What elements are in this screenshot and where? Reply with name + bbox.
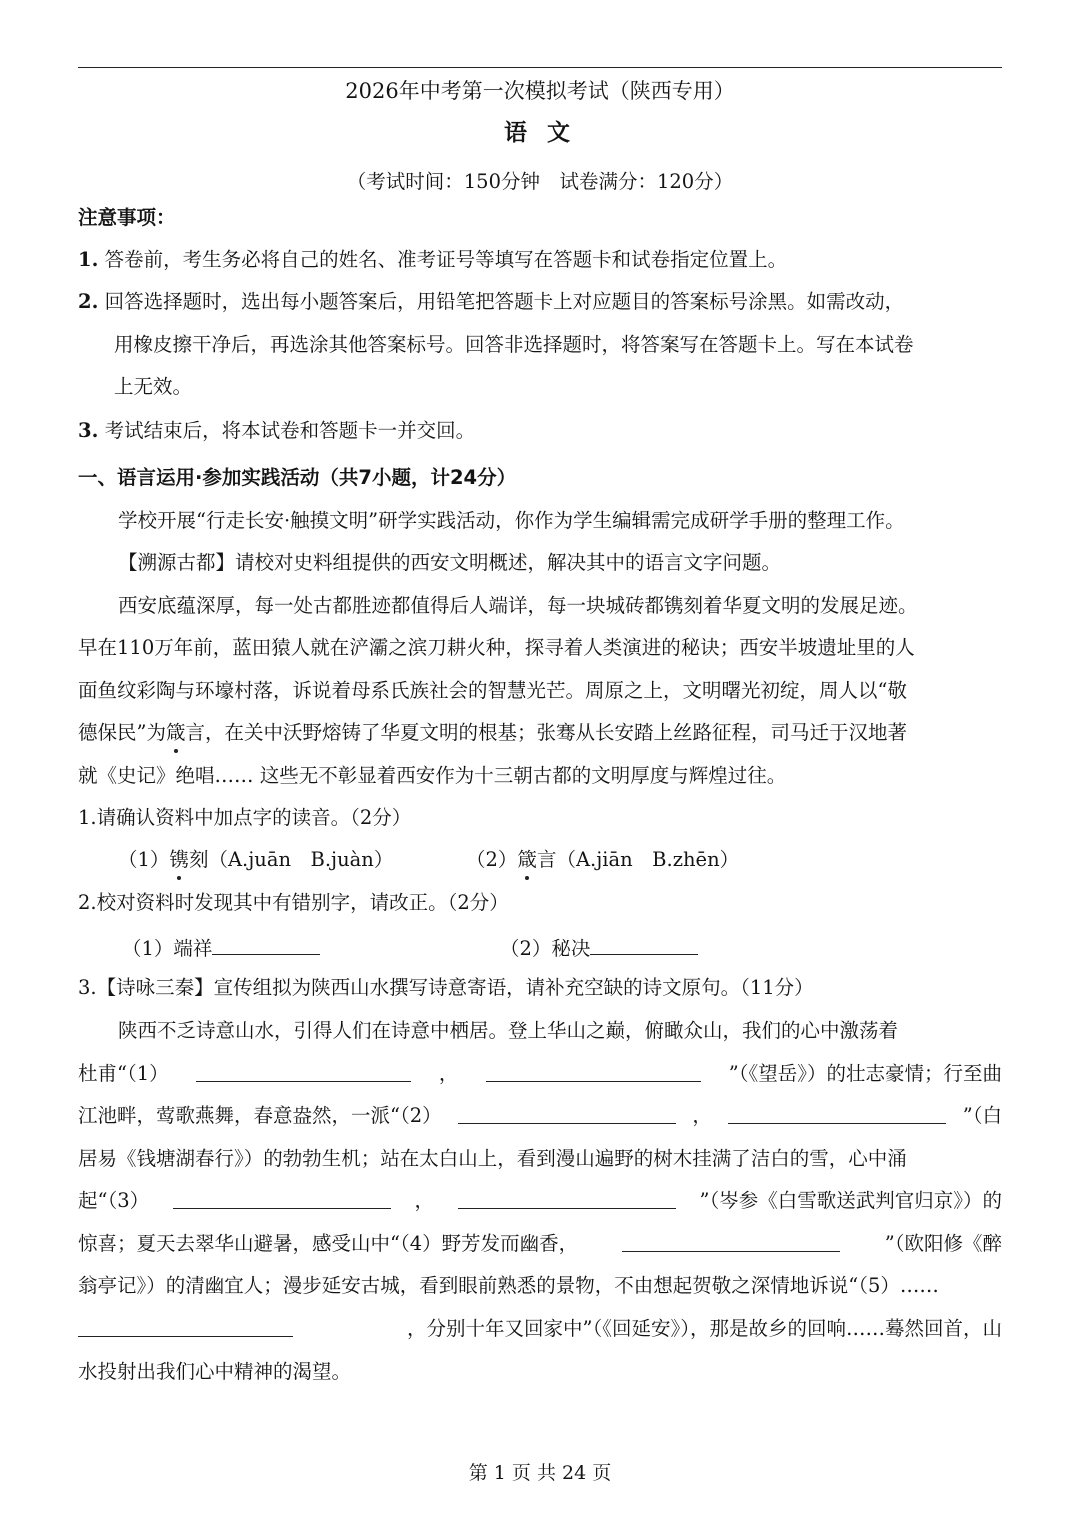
note-2-line2: 用橡皮擦干净后，再选涂其他答案标号。回答非选择题时，将答案写在答题卡上。写在本试卷	[114, 333, 914, 356]
note-number: 2.	[78, 290, 99, 313]
q3-line-5	[78, 1186, 1002, 1216]
q3-line-9: 水投射出我们心中精神的渴望。	[78, 1360, 352, 1383]
note-text: 考试结束后，将本试卷和答题卡一并交回。	[104, 419, 476, 442]
passage-line-3: 面鱼纹彩陶与环壕村落，诉说着母系氏族社会的智慧光芒。周原之上，文明曙光初绽，周人以“敬	[78, 679, 907, 702]
q3-text: ”（白	[962, 1104, 1002, 1127]
q2-item-1	[122, 932, 320, 964]
q3-text: ，	[692, 1104, 712, 1127]
section1-task: 【溯源古都】请校对史料组提供的西安文明概述，解决其中的语言文字问题。	[118, 551, 782, 574]
answer-blank[interactable]	[173, 1186, 391, 1209]
section1-heading: 一、语言运用·参加实践活动（共7小题，计24分）	[78, 466, 517, 489]
note-3	[78, 416, 475, 446]
option-choices: （A.juān B.juàn）	[208, 848, 394, 871]
q3-text: ”（岑参《白雪歌送武判官归京》）的	[699, 1189, 1002, 1212]
exam-info: （考试时间：150分钟 试卷满分：120分）	[346, 170, 734, 193]
answer-blank[interactable]	[458, 1186, 676, 1209]
q3-text: 江池畔，莺歌燕舞，春意盎然，一派“（2）	[78, 1104, 442, 1127]
q3-line-2	[78, 1059, 1002, 1089]
q3-text: ”（《望岳》）的壮志豪情；行至曲	[728, 1062, 1002, 1085]
option-label: （1）	[118, 848, 170, 871]
q3-line-8	[78, 1314, 1002, 1344]
q3-text: ，	[438, 1062, 459, 1085]
note-number: 1.	[78, 248, 99, 271]
option-text: 刻	[188, 848, 209, 871]
answer-blank[interactable]	[486, 1059, 701, 1082]
dotted-char: 箴	[517, 845, 537, 875]
answer-blank[interactable]	[78, 1314, 293, 1337]
q1-option-1	[118, 845, 393, 875]
q3-line-3	[78, 1101, 1002, 1131]
note-text: 回答选择题时，选出每小题答案后，用铅笔把答题卡上对应题目的答案标号涂黑。如需改动，	[104, 290, 905, 313]
note-2-line1	[78, 287, 904, 317]
dotted-char: 镌	[169, 845, 189, 875]
q1-option-2	[466, 845, 739, 875]
page-number: 第 1 页 共 24 页	[468, 1462, 612, 1484]
dotted-char: 箴	[166, 718, 186, 748]
q2-stem: 2.校对资料时发现其中有错别字，请改正。（2分）	[78, 891, 509, 914]
passage-line-1: 西安底蕴深厚，每一处古都胜迹都值得后人端详，每一块城砖都镌刻着华夏文明的发展足迹。	[118, 594, 918, 617]
q3-line-4: 居易《钱塘湖春行》）的勃勃生机；站在太白山上，看到漫山遍野的树木挂满了洁白的雪，心中涌	[78, 1147, 907, 1170]
q3-text: 杜甫“（1）	[78, 1062, 169, 1085]
passage-line-2: 早在110万年前，蓝田猿人就在浐灞之滨刀耕火种，探寻着人类演进的秘诀；西安半坡遗址里的人	[78, 636, 915, 659]
top-rule	[78, 67, 1002, 68]
item-text: （1）端祥	[122, 937, 213, 960]
q3-text: 起“（3）	[78, 1189, 150, 1212]
q3-text: ”（欧阳修《醉	[884, 1232, 1002, 1255]
q3-text: ，	[414, 1189, 435, 1212]
passage-line-5: 就《史记》绝唱…… 这些无不彰显着西安作为十三朝古都的文明厚度与辉煌过往。	[78, 764, 787, 787]
q3-text: ，分别十年又回家中”（《回延安》），那是故乡的回响……蓦然回首，山	[407, 1317, 1002, 1340]
note-2-line3: 上无效。	[114, 375, 193, 398]
q3-text: 惊喜；夏天去翠华山避暑，感受山中“（4）野芳发而幽香，	[78, 1232, 579, 1255]
answer-blank[interactable]	[590, 932, 698, 955]
answer-blank[interactable]	[196, 1059, 411, 1082]
q3-stem: 3.【诗咏三秦】宣传组拟为陕西山水撰写诗意寄语，请补充空缺的诗文原句。（11分）	[78, 976, 814, 999]
option-text: 言（A.jiān B.zhēn）	[536, 848, 740, 871]
passage-text: 德保民”为	[78, 721, 166, 744]
answer-blank[interactable]	[728, 1101, 946, 1124]
note-1	[78, 245, 787, 275]
option-label: （2）	[466, 848, 518, 871]
answer-blank[interactable]	[458, 1101, 676, 1124]
answer-blank[interactable]	[622, 1229, 840, 1252]
q3-line-1: 陕西不乏诗意山水，引得人们在诗意中栖居。登上华山之巅，俯瞰众山，我们的心中激荡着	[118, 1019, 899, 1042]
passage-text: 言，在关中沃野熔铸了华夏文明的根基；张骞从长安踏上丝路征程，司马迁于汉地著	[185, 721, 908, 744]
note-text: 答卷前，考生务必将自己的姓名、准考证号等填写在答题卡和试卷指定位置上。	[104, 248, 788, 271]
answer-blank[interactable]	[212, 932, 320, 955]
q1-stem: 1.请确认资料中加点字的读音。（2分）	[78, 806, 412, 829]
passage-line-4	[78, 718, 907, 748]
exam-title: 2026年中考第一次模拟考试（陕西专用）	[345, 79, 735, 103]
q2-item-2	[500, 932, 698, 964]
q3-line-6	[78, 1229, 1002, 1259]
q3-line-7: 翁亭记》）的清幽宜人；漫步延安古城，看到眼前熟悉的景物，不由想起贺敬之深情地诉说“（5）……	[78, 1274, 939, 1297]
subject-title: 语 文	[503, 119, 576, 146]
section1-intro: 学校开展“行走长安·触摸文明”研学实践活动，你作为学生编辑需完成研学手册的整理工作。	[118, 509, 905, 532]
notes-heading: 注意事项：	[78, 206, 176, 229]
item-text: （2）秘决	[500, 937, 591, 960]
note-number: 3.	[78, 419, 99, 442]
